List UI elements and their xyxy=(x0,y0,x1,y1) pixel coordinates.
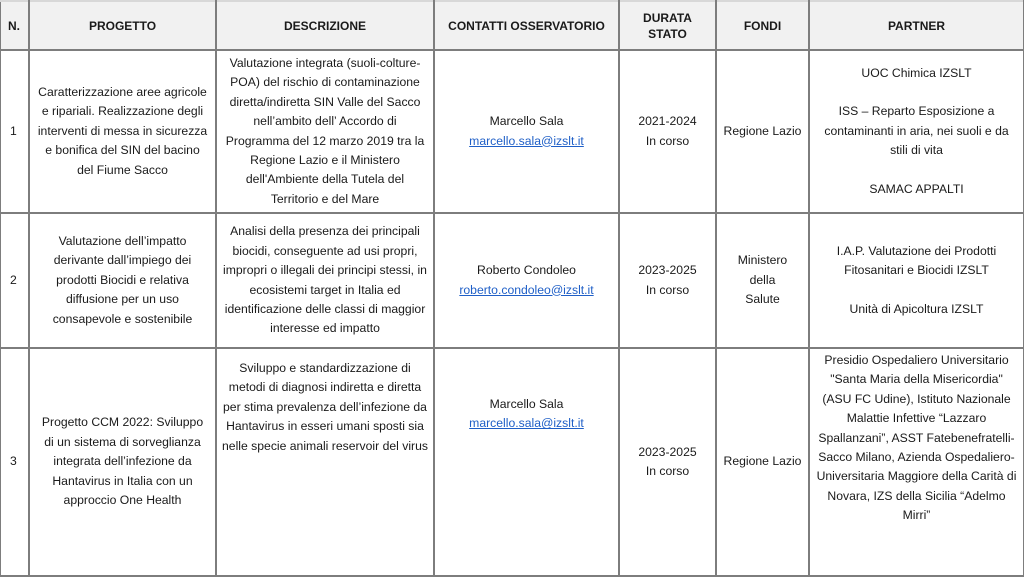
partner-item: ISS – Reparto Esposizione a contaminanti in aria, nei suoli e da stili di vita xyxy=(824,104,1009,158)
contact-cell xyxy=(434,50,619,213)
row-number: 2 xyxy=(0,213,29,348)
duration: 2023-2025 xyxy=(638,263,697,278)
project-title xyxy=(29,348,216,576)
project-title-text: Caratterizzazione aree agricole e ripariali. Realizzazione degli interventi di messa in sicurezza e bonifica del SIN del bacino del Fiume Sacco xyxy=(37,84,208,177)
row-number: 1 xyxy=(0,50,29,213)
header-contatti: CONTATTI OSSERVATORIO xyxy=(434,1,619,50)
table-header-row xyxy=(0,1,1024,50)
contact-name: Marcello Sala xyxy=(489,397,564,411)
header-fondi: FONDI xyxy=(716,1,809,50)
partner-item: UOC Chimica IZSLT xyxy=(861,65,972,80)
status: In corso xyxy=(645,464,690,478)
contact-name: Marcello Sala xyxy=(489,114,564,129)
duration-status-cell xyxy=(619,213,716,348)
contact-cell xyxy=(434,213,619,348)
row-number: 3 xyxy=(0,348,29,576)
partner-item: I.A.P. Valutazione dei Prodotti Fitosanitari e Biocidi IZSLT xyxy=(836,243,997,278)
partners-cell xyxy=(809,213,1024,348)
status: In corso xyxy=(645,133,690,148)
header-progetto: PROGETTO xyxy=(29,1,216,50)
project-description-text: Sviluppo e standardizzazione di metodi di diagnosi indiretta e diretta per stima prevalenza dell’infezione da Hantavirus in esseri umani sposti sia nelle specie animali reservoir del virus xyxy=(222,361,428,453)
project-title-text: Progetto CCM 2022: Sviluppo di un sistema di sorveglianza integrata dell’infezione da Hantavirus in Italia con un approccio One Health xyxy=(41,415,204,508)
partners-cell xyxy=(809,50,1024,213)
contact-email-link[interactable]: marcello.sala@izslt.it xyxy=(469,416,584,431)
partners-cell xyxy=(809,348,1024,576)
partner-item: Presidio Ospedaliero Universitario "Santa Maria della Misericordia" (ASU FC Udine), Istituto Nazionale Malattie Infettive “Lazzaro Spallanzani”, ASST Fatebenefratelli-Sacco Milano, Azienda Ospedaliero-Universitaria Maggiore della Carità di Novara, IZS della Sicilia “Adelmo Mirri” xyxy=(816,353,1017,523)
partner-item: SAMAC APPALTI xyxy=(869,181,964,196)
header-durata-stato xyxy=(619,1,716,50)
table-row xyxy=(0,213,1024,348)
duration: 2021-2024 xyxy=(638,114,697,129)
funding: Regione Lazio xyxy=(716,348,809,576)
duration-status-cell xyxy=(619,50,716,213)
status: In corso xyxy=(645,282,690,297)
header-stato: STATO xyxy=(648,26,687,41)
project-description-text: Valutazione integrata (suoli-colture-POA) del rischio di contaminazione diretta/indiretta SIN Valle del Sacco nell’ambito dell’ Accordo di Programma del 12 marzo 2019 tra la Regione Lazio e il Ministero dell'Ambiente della Tutela del Territorio e del Mare xyxy=(225,55,425,206)
contact-email-link[interactable]: roberto.condoleo@izslt.it xyxy=(459,282,594,297)
header-durata: DURATA xyxy=(643,10,692,25)
header-num: N. xyxy=(0,1,29,50)
funding: Regione Lazio xyxy=(716,50,809,213)
project-description xyxy=(216,348,434,576)
contact-cell xyxy=(434,348,619,576)
project-title xyxy=(29,50,216,213)
project-title xyxy=(29,213,216,348)
duration-status-cell xyxy=(619,348,716,576)
table-row xyxy=(0,348,1024,576)
contact-email-link[interactable]: marcello.sala@izslt.it xyxy=(469,133,584,148)
project-description xyxy=(216,50,434,213)
funding: Ministero della Salute xyxy=(716,213,809,348)
project-description xyxy=(216,213,434,348)
header-descrizione: DESCRIZIONE xyxy=(216,1,434,50)
header-partner: PARTNER xyxy=(809,1,1024,50)
project-title-text: Valutazione dell’impatto derivante dall’impiego dei prodotti Biocidi e relativa diffusione per un uso consapevole e sostenibile xyxy=(52,233,193,326)
partner-item: Unità di Apicoltura IZSLT xyxy=(849,301,984,316)
duration: 2023-2025 xyxy=(638,444,697,459)
table-row xyxy=(0,50,1024,213)
project-description-text: Analisi della presenza dei principali biocidi, conseguente ad usi propri, impropri o illegali dei principi stessi, in ecosistemi target in Italia ed identificazione delle classi di maggior interesse ed impatto xyxy=(223,224,427,336)
contact-name: Roberto Condoleo xyxy=(477,263,576,278)
